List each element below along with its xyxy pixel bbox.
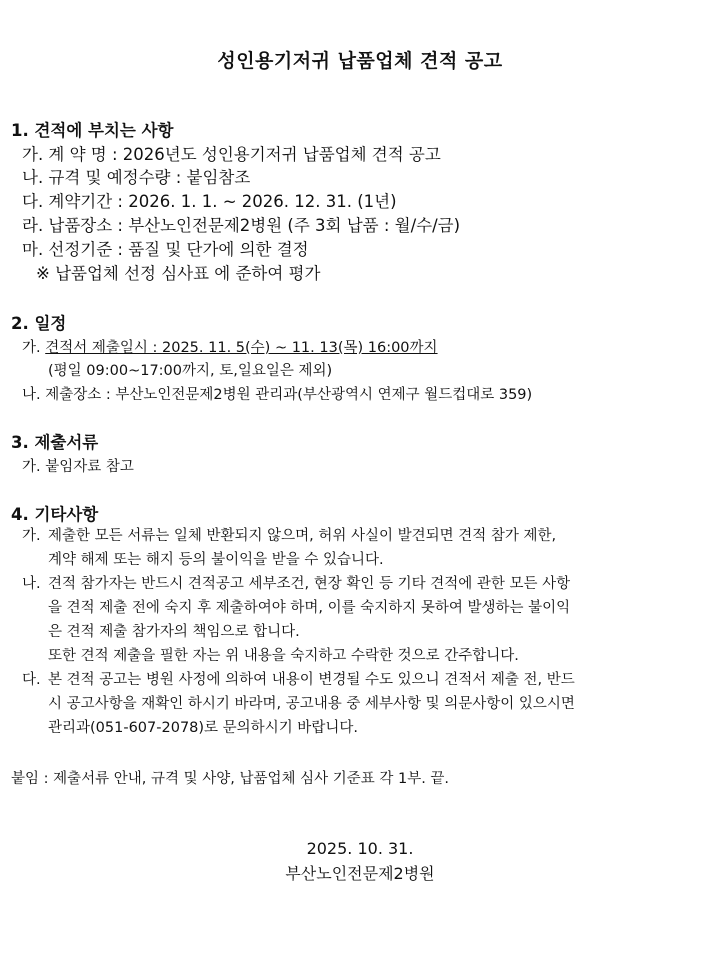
section-4-item-2	[22, 572, 708, 668]
section-4-item-3-label: 다.	[22, 672, 41, 688]
section-4-item-3-line: 본 견적 공고는 병원 사정에 의하여 내용이 변경될 수도 있으니 견적서 제출 전, 반드	[48, 672, 575, 688]
document-title: 성인용기저귀 납품업체 견적 공고	[217, 50, 503, 72]
section-4-item-2-label: 나.	[22, 576, 41, 592]
section-2-item-1	[22, 336, 438, 357]
section-1-item-spec: 나. 규격 및 예정수량 : 붙임참조	[22, 168, 251, 187]
section-4-item-2-line: 은 견적 제출 참가자의 책임으로 합니다.	[48, 624, 300, 640]
section-4-item-3-line: 시 공고사항을 재확인 하시기 바라며, 공고내용 중 세부사항 및 의문사항이 있으시면	[48, 696, 575, 712]
section-4-item-1-line: 제출한 모든 서류는 일체 반환되지 않으며, 허위 사실이 발견되면 견적 참가 제한,	[48, 528, 557, 544]
section-4-item-2-line: 또한 견적 제출을 필한 자는 위 내용을 숙지하고 수락한 것으로 간주합니다.	[48, 648, 519, 664]
section-4-item-2-line: 을 견적 제출 전에 숙지 후 제출하여야 하며, 이를 숙지하지 못하여 발생하는 불이익	[48, 600, 571, 616]
section-2-item-2: 나. 제출장소 : 부산노인전문제2병원 관리과(부산광역시 연제구 월드컵대로 359)	[22, 387, 533, 403]
section-2-heading: 2. 일정	[11, 314, 67, 333]
section-4-heading: 4. 기타사항	[11, 505, 99, 524]
section-4-item-3	[22, 668, 708, 740]
section-3-item-1: 가. 붙임자료 참고	[22, 459, 134, 475]
section-4-item-1-line: 계약 해제 또는 해지 등의 불이익을 받을 수 있습니다.	[48, 552, 384, 568]
section-1-item-period: 다. 계약기간 : 2026. 1. 1. ~ 2026. 12. 31. (1년)	[22, 192, 397, 211]
submission-datetime: 견적서 제출일시 : 2025. 11. 5(수) ~ 11. 13(목) 16:00까지	[45, 340, 438, 356]
section-4-item-1	[22, 524, 708, 572]
section-2-item-1-sub: (평일 09:00~17:00까지, 토,일요일은 제외)	[48, 363, 333, 379]
section-1-item-contract-name: 가. 계 약 명 : 2026년도 성인용기저귀 납품업체 견적 공고	[22, 145, 441, 164]
footer-organization: 부산노인전문제2병원	[285, 864, 435, 883]
section-2-item-1-label: 가.	[22, 340, 41, 356]
attachment-line: 붙임 : 제출서류 안내, 규격 및 사양, 납품업체 심사 기준표 각 1부. 끝.	[11, 771, 450, 787]
section-4-item-1-label: 가.	[22, 528, 41, 544]
section-4-item-2-line: 견적 참가자는 반드시 견적공고 세부조건, 현장 확인 등 기타 견적에 관한 모든 사항	[48, 576, 571, 592]
section-3-heading: 3. 제출서류	[11, 433, 99, 452]
section-1-item-criteria: 마. 선정기준 : 품질 및 단가에 의한 결정	[22, 240, 309, 259]
section-1-note: ※ 납품업체 선정 심사표 에 준하여 평가	[36, 264, 321, 283]
section-1-item-place: 라. 납품장소 : 부산노인전문제2병원 (주 3회 납품 : 월/수/금)	[22, 216, 461, 235]
section-4-item-3-line: 관리과(051-607-2078)로 문의하시기 바랍니다.	[48, 720, 358, 736]
section-1-heading: 1. 견적에 부치는 사항	[11, 121, 174, 140]
footer-date: 2025. 10. 31.	[306, 839, 414, 858]
